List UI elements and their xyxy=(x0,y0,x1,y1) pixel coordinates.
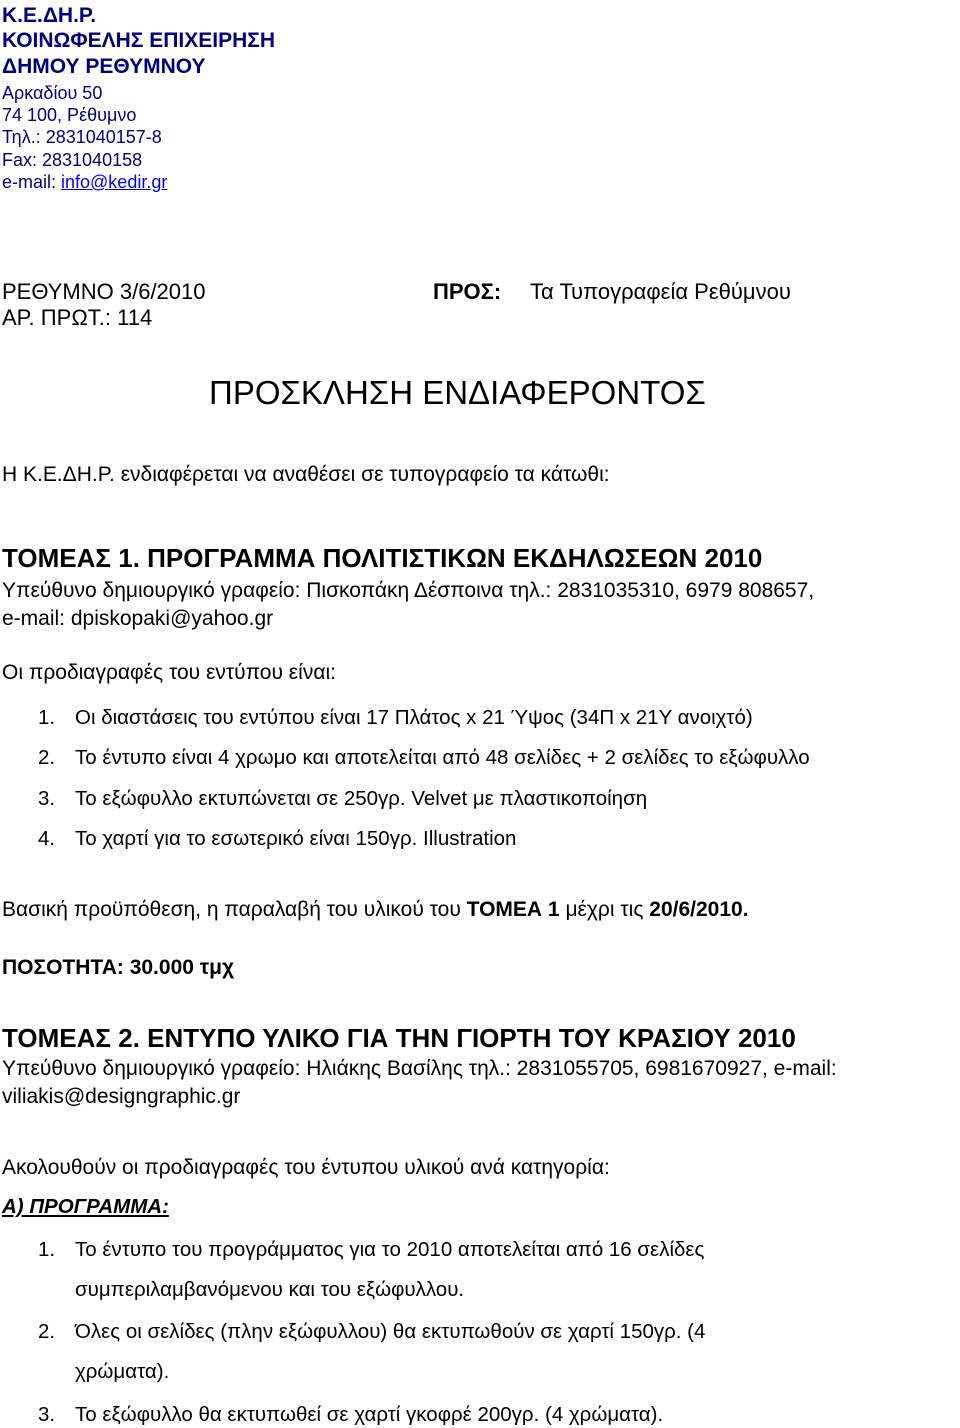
recipient-value: Τα Τυπογραφεία Ρεθύμνου xyxy=(530,279,791,304)
program-item-line1: Το εξώφυλλο θα εκτυπωθεί σε χαρτί γκοφρέ 200γρ. (4 χρώματα). xyxy=(75,1403,664,1426)
protocol-number: ΑΡ. ΠΡΩΤ.: 114 xyxy=(2,305,153,330)
phone-number: Τηλ.: 2831040157-8 xyxy=(2,127,162,147)
sector1-condition xyxy=(2,899,749,920)
email-line xyxy=(2,173,167,191)
condition-text-c: μέχρι τις xyxy=(559,898,650,921)
place-date: ΡΕΘΥΜΝΟ 3/6/2010 xyxy=(2,279,206,304)
sector1-spec-number: 2. xyxy=(38,746,56,769)
sector1-title: ΠΡΟΓΡΑΜΜΑ ΠΟΛΙΤΙΣΤΙΚΩΝ ΕΚΔΗΛΩΣΕΩΝ 2010 xyxy=(147,543,763,573)
sector2-heading: ΤΟΜΕΑΣ 2. ΕΝΤΥΠΟ ΥΛΙΚΟ ΓΙΑ ΤΗΝ ΓΙΟΡΤΗ ΤΟΥ ΚΡΑΣΙΟΥ 2010 xyxy=(2,1023,796,1053)
org-municipality: ΔΗΜΟΥ ΡΕΘΥΜΝΟΥ xyxy=(2,55,206,78)
sector2-contact-line2: viliakis@designgraphic.gr xyxy=(2,1085,241,1108)
sector2-specs-intro: Ακολουθούν οι προδιαγραφές του έντυπου υλικού ανά κατηγορία: xyxy=(2,1156,610,1179)
document-title: ΠΡΟΣΚΛΗΣΗ ΕΝΔΙΑΦΕΡΟΝΤΟΣ xyxy=(209,374,706,411)
fax-number: Fax: 2831040158 xyxy=(2,150,143,170)
condition-sector: ΤΟΜΕΑ 1 xyxy=(466,898,560,921)
program-item-line2: συμπεριλαμβανόμενου και του εξώφυλλου. xyxy=(75,1278,465,1301)
sector1-spec-text: Οι διαστάσεις του εντύπου είναι 17 Πλάτος x 21 Ύψος (34Π x 21Υ ανοιχτό) xyxy=(75,706,753,729)
program-item-line1: Το έντυπο του προγράμματος για το 2010 αποτελείται από 16 σελίδες xyxy=(75,1238,705,1261)
org-full-name: ΚΟΙΝΩΦΕΛΗΣ ΕΠΙΧΕΙΡΗΣΗ xyxy=(2,29,276,52)
org-short-name: Κ.Ε.ΔΗ.Ρ. xyxy=(2,4,97,27)
sector1-spec-number: 3. xyxy=(38,787,56,810)
sector1-spec-number: 4. xyxy=(38,827,56,850)
address-city: 74 100, Ρέθυμνο xyxy=(2,105,137,125)
address-street: Αρκαδίου 50 xyxy=(2,83,103,103)
sector1-spec-text: Το εξώφυλλο εκτυπώνεται σε 250γρ. Velvet με πλαστικοποίηση xyxy=(75,787,648,810)
sector1-prefix: ΤΟΜΕΑΣ 1. xyxy=(2,543,140,573)
condition-text-a: Βασική προϋπόθεση, η παραλαβή του υλικού του xyxy=(2,898,467,921)
sector1-contact-line2: e-mail: dpiskopaki@yahoo.gr xyxy=(2,607,274,630)
program-item-number: 2. xyxy=(38,1320,56,1343)
condition-deadline: 20/6/2010. xyxy=(649,898,749,921)
sector1-contact-line1: Υπεύθυνο δημιουργικό γραφείο: Πισκοπάκη Δέσποινα τηλ.: 2831035310, 6979 808657, xyxy=(2,579,815,602)
email-link[interactable]: info@kedir.gr xyxy=(61,172,168,192)
program-item-line1: Όλες οι σελίδες (πλην εξώφυλλου) θα εκτυπωθούν σε χαρτί 150γρ. (4 xyxy=(75,1320,706,1343)
sector1-heading xyxy=(2,545,762,571)
sector1-spec-number: 1. xyxy=(38,706,56,729)
recipient-label: ΠΡΟΣ: xyxy=(433,279,502,304)
sector2-contact-line1: Υπεύθυνο δημιουργικό γραφείο: Ηλιάκης Βασίλης τηλ.: 2831055705, 6981670927, e-mail: xyxy=(2,1057,837,1080)
email-label: e-mail: xyxy=(2,172,62,192)
intro-text: Η Κ.Ε.ΔΗ.Ρ. ενδιαφέρεται να αναθέσει σε τυπογραφείο τα κάτωθι: xyxy=(2,463,610,486)
sector1-spec-text: Το έντυπο είναι 4 χρωμο και αποτελείται από 48 σελίδες + 2 σελίδες το εξώφυλλο xyxy=(75,746,810,769)
sector1-quantity: ΠΟΣΟΤΗΤΑ: 30.000 τμχ xyxy=(2,956,235,979)
program-item-line2: χρώματα). xyxy=(75,1360,170,1383)
program-subheading: Α) ΠΡΟΓΡΑΜΜΑ: xyxy=(2,1195,169,1218)
sector1-specs-intro: Οι προδιαγραφές του εντύπου είναι: xyxy=(2,661,336,684)
sector1-spec-text: Το χαρτί για το εσωτερικό είναι 150γρ. Illustration xyxy=(75,827,517,850)
program-item-number: 1. xyxy=(38,1238,56,1261)
program-item-number: 3. xyxy=(38,1403,56,1426)
